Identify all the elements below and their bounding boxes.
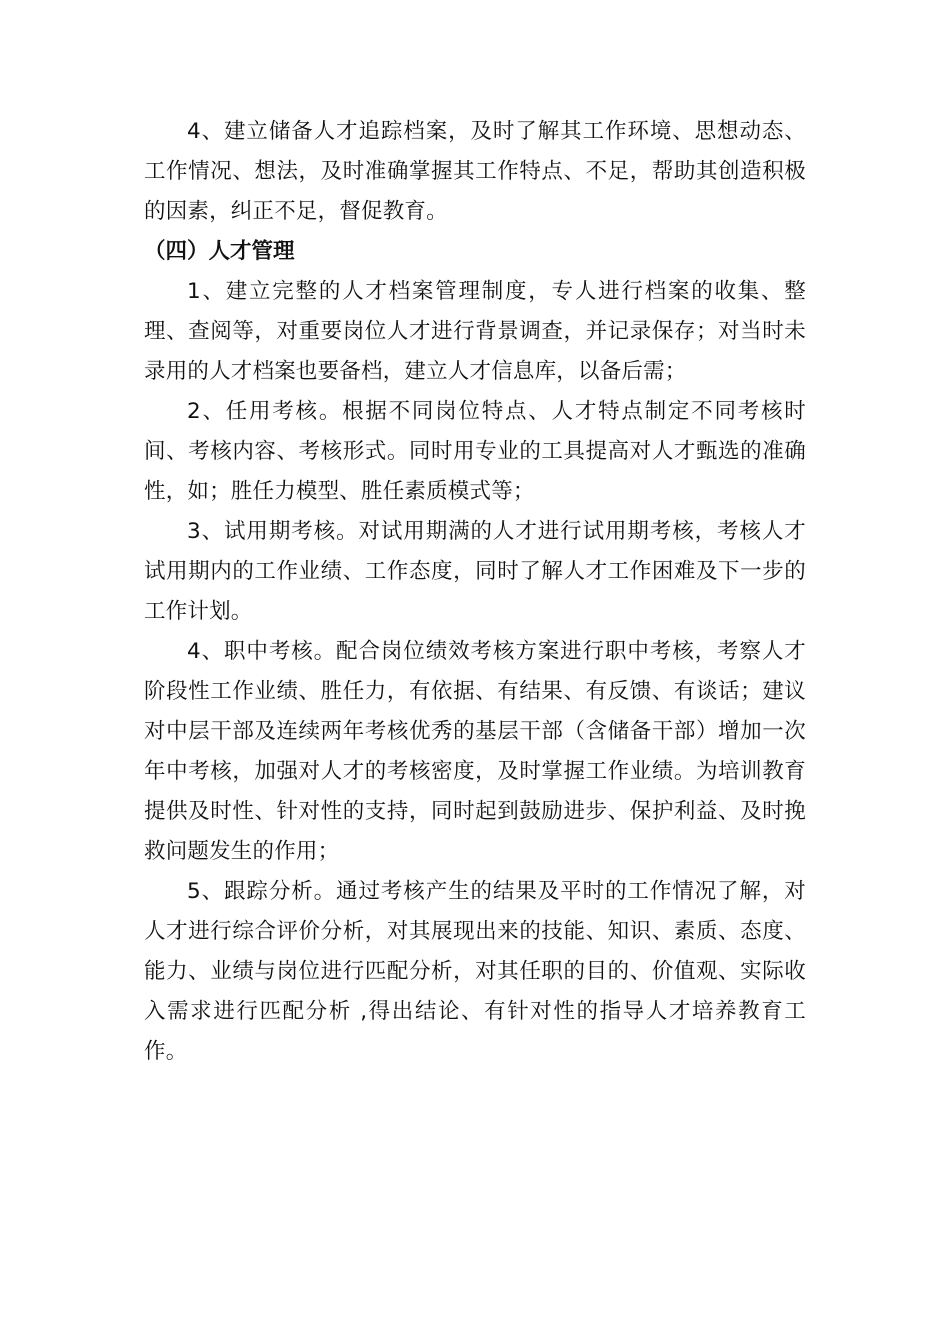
paragraph-probation-assessment: 3、试用期考核。对试用期满的人才进行试用期考核，考核人才试用期内的工作业绩、工作态度，同时了解人才工作困难及下一步的工作计划。 bbox=[144, 519, 806, 624]
paragraph-appointment-assessment: 2、任用考核。根据不同岗位特点、人才特点制定不同考核时间、考核内容、考核形式。同时用专业的工具提高对人才甄选的准确性，如；胜任力模型、胜任素质模式等； bbox=[144, 399, 806, 504]
section-heading-talent-management: （四）人才管理 bbox=[144, 239, 295, 264]
paragraph-tracking-analysis: 5、跟踪分析。通过考核产生的结果及平时的工作情况了解，对人才进行综合评价分析，对其展现出来的技能、知识、素质、态度、能力、业绩与岗位进行匹配分析，对其任职的目的、价值观、实际收入需求进行匹配分析 ,得出结论、有针对性的指导人才培养教育工作。 bbox=[144, 879, 806, 1064]
paragraph-archive-management: 1、建立完整的人才档案管理制度，专人进行档案的收集、整理、查阅等，对重要岗位人才进行背景调查，并记录保存；对当时未录用的人才档案也要备档，建立人才信息库，以备后需； bbox=[144, 279, 806, 384]
paragraph-reserve-talent-tracking: 4、建立储备人才追踪档案，及时了解其工作环境、思想动态、工作情况、想法，及时准确掌握其工作特点、不足，帮助其创造积极的因素，纠正不足，督促教育。 bbox=[144, 119, 806, 224]
document-body bbox=[144, 112, 806, 1072]
paragraph-in-service-assessment: 4、职中考核。配合岗位绩效考核方案进行职中考核，考察人才阶段性工作业绩、胜任力，有依据、有结果、有反馈、有谈话；建议对中层干部及连续两年考核优秀的基层干部（含储备干部）增加一次年中考核，加强对人才的考核密度，及时掌握工作业绩。为培训教育提供及时性、针对性的支持，同时起到鼓励进步、保护利益、及时挽救问题发生的作用； bbox=[144, 639, 806, 864]
